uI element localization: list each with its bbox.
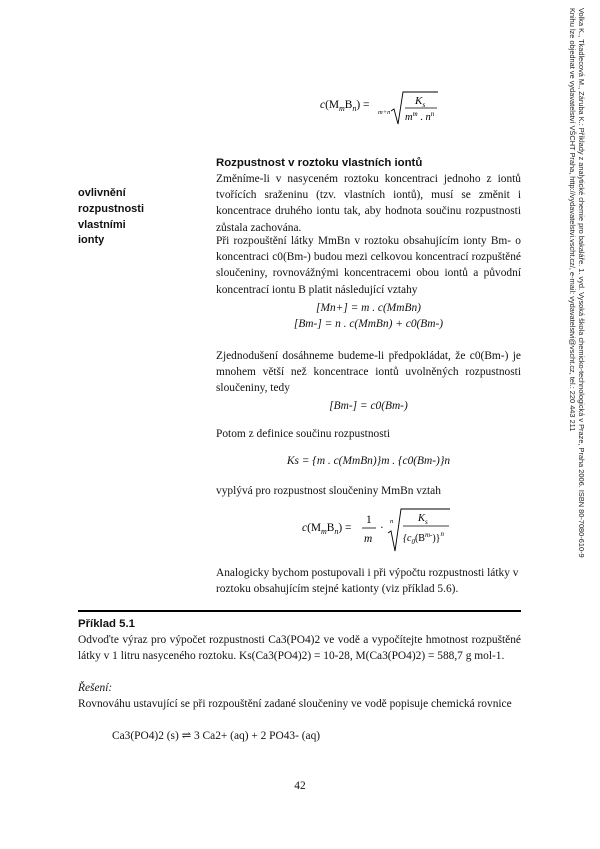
equation-5-svg [300,503,500,555]
paragraph-2: Při rozpouštění látky MmBn v roztoku obsahujícím ionty Bm- o koncentraci c0(Bm-) budou mezi celkovou koncentrací rozpuštěné sloučeniny, rovnovážnými koncentracemi obou iontů a původní koncentrací iontu B platit následující vztahy [216,235,521,296]
citation-line-2: Knihu lze objednat ve vydavatelství VŠCHT Praha, http://vydavatelstvi.vscht.cz/, e-mail: vydavatelstvi@vscht.cz, tel.: 220 443 211 [567,8,577,432]
eq5-root-index: n [390,518,394,525]
margin-citation [567,8,586,588]
solution-label: Řešení: [78,682,113,694]
eq5-frac-den: m [364,533,373,545]
equation-2: [Bm-] = n . c(MmBn) + c0(Bm-) [293,318,444,330]
eq5-dot: · [380,522,384,534]
side-label-line-3: vlastními [78,218,126,231]
side-label [78,186,188,249]
root-numerator: $K_s$ [415,95,426,109]
side-label-line-1: ovlivnění [78,187,126,199]
example-text: Odvoďte výraz pro výpočet rozpustnosti Ca3(PO4)2 ve vodě a vypočítejte hmotnost rozpuštěné látky v 1 litru nasyceného roztoku. Ks(Ca3(PO4)2) = 10-28, M(Ca3(PO4)2) = 588,7 g mol-1. [78,634,521,663]
top-formula-lhs: $c(M_mB_n)$ = [320,99,370,113]
equation-1: [Mn+] = m . c(MmBn) [316,302,421,314]
solution-text: Rovnováhu ustavující se při rozpouštění zadané sloučeniny ve vodě popisuje chemická rovnice [78,698,512,710]
root-denominator: $m^m$ . $n^n$ [405,110,435,123]
eq5-frac-num: 1 [366,514,372,526]
equation-4: Ks = {m . c(MmBn)}m . {c0(Bm-)}n [286,455,451,467]
reaction-equation: Ca3(PO4)2 (s) ⇌ 3 Ca2+ (aq) + 2 PO43- (aq) [112,730,321,742]
eq5-denominator: $\{c_0(B^{m-})\}^n$ [403,530,444,546]
top-formula-svg [318,84,468,134]
eq5-lhs: $c(M_mB_n)$ = [302,522,352,536]
paragraph-4: Potom z definice součinu rozpustnosti [216,428,390,440]
side-label-line-2: rozpustnosti [78,202,144,215]
side-label-line-4: ionty [78,234,105,247]
paragraph-3: Zjednodušení dosáhneme budeme-li předpokládat, že c0(Bm-) je mnohem větší než koncentrace iontů uvolněných rozpustnosti sloučeniny, tedy [216,350,521,395]
section-divider [78,610,521,612]
equation-5 [300,503,500,555]
equation-3: [Bm-] = c0(Bm-) [329,400,408,412]
root-index: m+n [378,109,391,116]
paragraph-5: vyplývá pro rozpustnost sloučeniny MmBn vztah [216,485,441,497]
citation-line-1: Volka K., Tkadlecová M., Záruba K.: Příklady z analytické chemie pro bakaláře. 1. vyd. Vysoká škola chemicko-technologická v Praze, Praha 2006. ISBN 80-7080-610-9 [577,8,586,558]
paragraph-6: Analogicky bychom postupovali i při výpočtu rozpustnosti látky v roztoku obsahujícím stejné kationty (viz příklad 5.6). [216,567,519,596]
section-title: Rozpustnost v roztoku vlastních iontů [216,157,423,169]
eq5-numerator: $K_s$ [418,513,428,526]
top-formula [318,84,468,134]
paragraph-1: Změníme-li v nasyceném roztoku koncentraci jednoho z iontů tvořících sraženinu (tzv. vlastních iontů), musí se změnit i koncentrace druhého iontu tak, aby hodnota součinu rozpustnosti zůstala zachována. [216,173,521,234]
page-number: 42 [294,780,306,792]
example-title: Příklad 5.1 [78,618,135,630]
